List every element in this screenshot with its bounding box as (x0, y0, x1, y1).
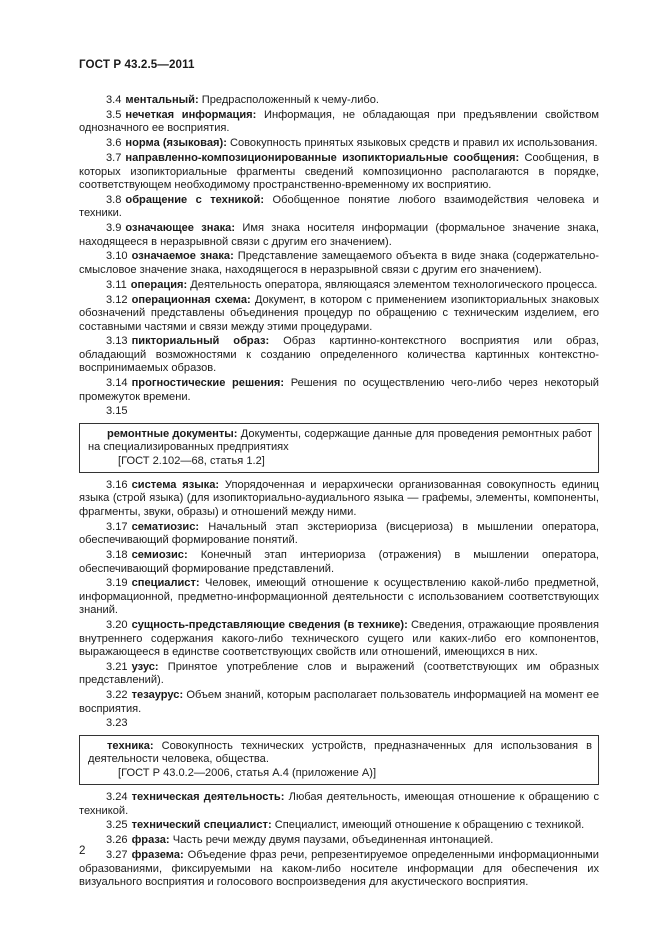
entry-definition: Решения по осуществлению чего-либо через некоторый промежуток времени. (79, 377, 600, 403)
term-entry (79, 250, 599, 277)
entry-number-3-15: 3.15 (106, 405, 128, 418)
entry-term: техническая деятельность : (132, 791, 289, 803)
entry-term: технический специалист : (132, 819, 275, 831)
entry-definition: Сведения, отражающие проявления внутреннего содержания какого-либо технического сущего или каких-либо его компонентов, выражающееся в единстве соответствующих свойств или отношений, имеющихся в них. (79, 619, 599, 658)
entry-number: 3.12 (106, 293, 128, 306)
entry-definition: Принятое употребление слов и выражений (соответствующих им образных представлений). (79, 660, 600, 687)
entry-number: 3.8 (106, 193, 122, 206)
entry-definition: Человек, имеющий отношение к осуществлению какой-либо предметной, информационной, предметно-информационной деятельности с использованием соответствующих знаний. (79, 577, 599, 617)
entry-term: норма (языковая) : (125, 137, 230, 149)
term-entry (79, 819, 599, 832)
box-term: ремонтные документы : (107, 428, 241, 440)
page-number: 2 (79, 844, 86, 857)
entry-term: фразема : (132, 849, 188, 861)
entry-number: 3.25 (106, 819, 128, 832)
entry-term: означающее знака : (125, 222, 242, 234)
box-source: [ГОСТ 2.102—68, статья 1.2] (118, 454, 265, 467)
entry-term: сущность-представляющие сведения (в технике) : (132, 619, 411, 631)
term-entry (79, 619, 599, 659)
term-entry (79, 94, 599, 107)
box-definition: Совокупность технических устройств, предназначенных для использования в деятельности человека, общества. (88, 739, 592, 766)
term-entry (79, 661, 599, 688)
term-entry (79, 549, 599, 576)
entry-term: пикториальный образ : (132, 335, 284, 347)
entry-term: специалист : (132, 577, 205, 589)
entry-definition: Обобщенное понятие любого взаимодействия человека и техники. (79, 193, 600, 220)
term-entry (79, 791, 599, 818)
entry-definition: Имя знака носителя информации (формальное значение знака, находящееся в неразрывной связи с другим его значением). (79, 222, 600, 248)
entry-definition: Специалист, имеющий отношение к обращению с техникой. (274, 819, 585, 832)
entry-definition: Деятельность оператора, являющаяся элементом технологического процесса. (190, 278, 598, 291)
reference-box-technology (79, 735, 599, 785)
entry-definition: Образ картинно-контекстного восприятия или образ, обладающий возможностями к созданию определенного количества картинных контекстно-воспринимаемых образов. (79, 335, 600, 375)
entry-definition: Предрасположенный к чему-либо. (201, 94, 380, 106)
entry-definition: Часть речи между двумя паузами, объединенная интонацией. (172, 834, 494, 847)
entry-number: 3.6 (106, 137, 122, 150)
entry-definition: Представление замещаемого объекта в виде знака (содержательно-смысловое значение знака, находящегося в неразрывной связи с другим его значением). (79, 250, 599, 276)
term-entry (79, 377, 599, 404)
entry-term: обращение с техникой : (125, 194, 272, 206)
entry-number: 3.5 (106, 108, 122, 121)
entry-term: сематиозис : (132, 521, 209, 533)
entry-term: операционная схема : (132, 294, 255, 306)
entry-term: семиозис : (132, 549, 201, 561)
entry-definition: Информация, не обладающая при предъявлении свойством однозначного ее восприятия. (79, 108, 599, 135)
terms-body (79, 94, 599, 891)
entry-definition: Конечный этап интериориза (отражения) в мышлении оператора, обеспечивающий формирование представлений. (79, 549, 599, 575)
terms-group-c (79, 791, 599, 889)
entry-number: 3.11 (106, 278, 127, 291)
term-entry (79, 849, 599, 889)
term-entry (79, 152, 599, 192)
entry-definition: Совокупность принятых языковых средств и правил их использования. (229, 137, 598, 150)
entry-definition: Начальный этап экстериориза (висцериоза) в мышлении оператора, обеспечивающий формирование понятий. (79, 520, 599, 547)
entry-number: 3.21 (106, 660, 128, 673)
entry-number: 3.26 (106, 834, 128, 847)
entry-term: система языка : (132, 479, 225, 491)
standard-header: ГОСТ Р 43.2.5—2011 (79, 58, 195, 71)
entry-number: 3.22 (106, 689, 128, 702)
reference-box-repair-documents (79, 423, 599, 473)
entry-term: прогностические решения : (132, 377, 291, 389)
term-entry (79, 294, 599, 334)
entry-number: 3.27 (106, 849, 128, 862)
entry-number: 3.20 (106, 619, 128, 632)
term-entry (79, 834, 599, 847)
entry-number: 3.7 (106, 152, 122, 165)
entry-definition: Любая деятельность, имеющая отношение к обращению с техникой. (79, 791, 600, 817)
term-entry (79, 577, 599, 617)
entry-term: операция : (131, 279, 191, 291)
box-term: техника : (107, 740, 162, 752)
entry-term: означаемое знака : (132, 250, 238, 262)
term-entry (79, 479, 599, 519)
entry-number: 3.19 (106, 577, 128, 590)
term-entry (79, 521, 599, 548)
entry-term: нечеткая информация : (125, 109, 264, 121)
entry-term: тезаурус : (132, 689, 187, 701)
box-definition: Документы, содержащие данные для проведения ремонтных работ на специализированных предприятиях (88, 427, 593, 454)
term-entry (79, 109, 599, 136)
entry-number: 3.24 (106, 791, 128, 804)
entry-number: 3.4 (106, 94, 122, 106)
term-entry (79, 335, 599, 375)
term-entry (79, 279, 599, 292)
entry-term: ментальный : (125, 94, 201, 106)
entry-number: 3.10 (106, 250, 128, 263)
term-entry (79, 689, 599, 716)
entry-number: 3.16 (106, 479, 128, 492)
entry-definition: Сообщения, в которых изопикториальные фрагменты сведений композиционно располагаются в порядке, соответствующем необходимому пространственно-временному их восприятию. (79, 152, 599, 191)
entry-definition: Упорядоченная и иерархически организованная совокупность единиц языка (строй языка) (для изопикториально-аудиального языка — графемы, элементы, компоненты, фрагменты, звуки, образы) и отношений между ними. (79, 479, 599, 518)
entry-number: 3.17 (106, 520, 128, 533)
entry-term: узус : (132, 661, 168, 673)
term-entry (79, 194, 599, 221)
entry-number: 3.18 (106, 549, 128, 562)
terms-group-a (79, 94, 599, 404)
box-source: [ГОСТ Р 43.0.2—2006, статья А.4 (приложение А)] (118, 766, 377, 779)
entry-number-3-23: 3.23 (106, 717, 128, 730)
entry-number: 3.14 (106, 377, 128, 390)
entry-definition: Объедение фраз речи, репрезентируемое определенными информационными образованиями, фиксируемыми на каком-либо носителе информации для обеспечения их визуального восприятия и голосового воспроизведения для акустического восприятия. (79, 849, 599, 889)
terms-group-b (79, 479, 599, 716)
entry-number: 3.13 (106, 335, 128, 348)
entry-number: 3.9 (106, 222, 122, 235)
entry-definition: Объем знаний, которым располагает пользователь информацией на момент ее восприятия. (79, 689, 599, 715)
entry-term: фраза : (132, 834, 173, 846)
term-entry (79, 222, 599, 249)
entry-term: направленно-композиционированные изопикториальные сообщения : (125, 152, 524, 164)
term-entry (79, 137, 599, 150)
entry-definition: Документ, в котором с применением изопикториальных знаковых обозначений представлены объединения процедур по обращению с техническим изделием, его составными частями и связи между этими процедурами. (79, 293, 600, 333)
